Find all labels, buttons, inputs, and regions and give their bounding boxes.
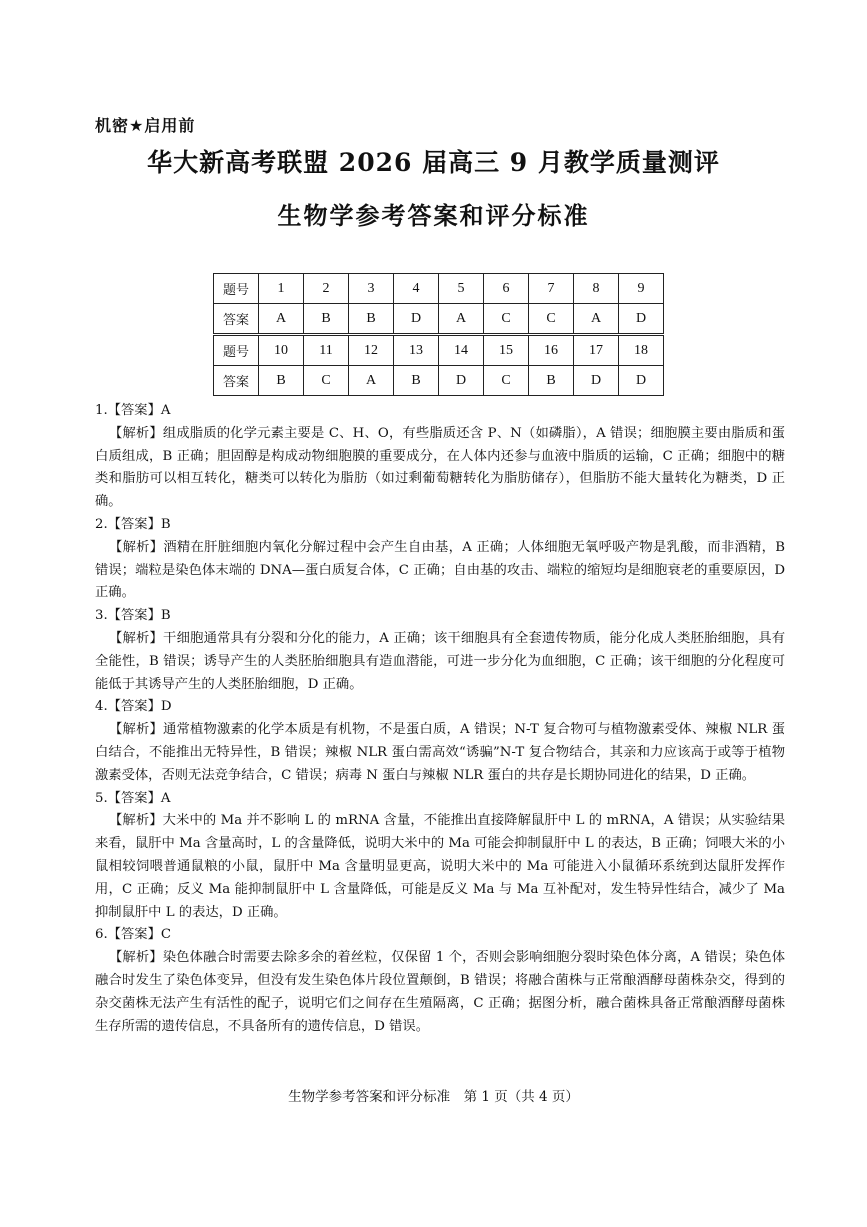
table-cell: A: [439, 304, 484, 335]
answer-line: 5.【答案】A: [95, 790, 171, 806]
answer-line: 4.【答案】D: [95, 699, 172, 715]
answer-line: 2.【答案】B: [95, 516, 171, 532]
table-cell: 15: [484, 335, 529, 366]
table-cell: D: [439, 366, 484, 396]
table-cell: B: [304, 304, 349, 335]
question-block-3: [95, 605, 785, 696]
table-cell: 12: [349, 335, 394, 366]
table-cell: C: [529, 304, 574, 335]
table-cell: 10: [259, 335, 304, 366]
answer-table: [213, 273, 664, 396]
table-cell: C: [304, 366, 349, 396]
row-label-answer: 答案: [214, 304, 259, 335]
row-label-question: 题号: [214, 274, 259, 304]
table-cell: C: [484, 304, 529, 335]
explanation-text: 【解析】染色体融合时需要去除多余的着丝粒，仅保留 1 个，否则会影响细胞分裂时染色体分离，A 错误；染色体融合时发生了染色体变异，但没有发生染色体片段位置颠倒，B 错误；将融合菌株与正常酿酒酵母菌株杂交，得到的杂交菌株无法产生有活性的配子，说明它们之间存在生殖隔离，C 正确；据图分析，融合菌株具备正常酿酒酵母菌株生存所需的遗传信息，不具备所有的遗传信息，D 错误。: [95, 950, 785, 1034]
table-cell: D: [394, 304, 439, 335]
question-block-5: [95, 788, 785, 925]
table-cell: C: [484, 366, 529, 396]
answer-line: 6.【答案】C: [95, 927, 172, 943]
table-cell: 3: [349, 274, 394, 304]
table-cell: A: [349, 366, 394, 396]
row-label-question: 题号: [214, 335, 259, 366]
table-cell: D: [619, 366, 664, 396]
table-cell: 2: [304, 274, 349, 304]
answer-line: 3.【答案】B: [95, 608, 171, 624]
table-cell: 6: [484, 274, 529, 304]
question-block-4: [95, 696, 785, 787]
table-cell: D: [619, 304, 664, 335]
table-cell: 17: [574, 335, 619, 366]
explanation-text: 【解析】干细胞通常具有分裂和分化的能力，A 正确；该干细胞具有全套遗传物质，能分化成人类胚胎细胞，具有全能性，B 错误；诱导产生的人类胚胎细胞具有造血潜能，可进一步分化为血细胞，C 正确；该干细胞的分化程度可能低于其诱导产生的人类胚胎细胞，D 正确。: [95, 630, 785, 692]
table-cell: A: [574, 304, 619, 335]
explanation-text: 【解析】组成脂质的化学元素主要是 C、H、O，有些脂质还含 P、N（如磷脂），A 错误；细胞膜主要由脂质和蛋白质组成，B 正确；胆固醇是构成动物细胞膜的重要成分，在人体内还参与血液中脂质的运输，C 正确；细胞中的糖类和脂肪可以相互转化，糖类可以转化为脂肪（如过剩葡萄糖转化为脂肪储存），但脂肪不能大量转化为糖类，D 正确。: [95, 425, 785, 510]
page-footer: 生物学参考答案和评分标准 第 1 页（共 4 页）: [288, 1089, 579, 1105]
table-cell: 5: [439, 274, 484, 304]
exam-title: 华大新高考联盟 2026 届高三 9 月教学质量测评: [147, 148, 720, 177]
table-cell: 14: [439, 335, 484, 366]
table-cell: B: [259, 366, 304, 396]
table-row-question-numbers-2: [214, 335, 664, 366]
table-cell: 9: [619, 274, 664, 304]
table-cell: 1: [259, 274, 304, 304]
row-label-answer: 答案: [214, 366, 259, 396]
table-cell: B: [394, 366, 439, 396]
explanations-section: [95, 400, 785, 1038]
table-cell: 16: [529, 335, 574, 366]
table-cell: B: [529, 366, 574, 396]
explanation-text: 【解析】大米中的 Ma 并不影响 L 的 mRNA 含量，不能推出直接降解鼠肝中 L 的 mRNA，A 错误；从实验结果来看，鼠肝中 Ma 含量高时，L 的含量降低，说明大米中的 Ma 可能会抑制鼠肝中 L 的表达，B 正确；饲喂大米的小鼠相较饲喂普通鼠粮的小鼠，鼠肝中 Ma 含量明显更高，说明大米中的 Ma 可能进入小鼠循环系统到达鼠肝发挥作用，C 正确；反义 Ma 能抑制鼠肝中 L 含量降低，可能是反义 Ma 与 Ma 互补配对，发生特异性结合，减少了 Ma 抑制鼠肝中 L 的表达，D 正确。: [95, 813, 785, 920]
table-cell: 4: [394, 274, 439, 304]
question-block-2: [95, 514, 785, 605]
answer-line: 1.【答案】A: [95, 403, 171, 418]
table-cell: A: [259, 304, 304, 335]
explanation-text: 【解析】通常植物激素的化学本质是有机物，不是蛋白质，A 错误；N-T 复合物可与植物激素受体、辣椒 NLR 蛋白结合，不能推出无特异性，B 错误；辣椒 NLR 蛋白需高效“诱骗”N-T 复合物结合，其亲和力应该高于或等于植物激素受体，否则无法竞争结合，C 错误；病毒 N 蛋白与辣椒 NLR 蛋白的共存是长期协同进化的结果，D 正确。: [95, 722, 785, 783]
table-cell: 13: [394, 335, 439, 366]
question-block-6: [95, 924, 785, 1038]
table-row-answers-1: [214, 304, 664, 335]
table-cell: B: [349, 304, 394, 335]
table-cell: D: [574, 366, 619, 396]
table-cell: 11: [304, 335, 349, 366]
table-row-answers-2: [214, 366, 664, 396]
table-row-question-numbers-1: [214, 274, 664, 304]
confidential-label: 机密★启用前: [95, 116, 196, 135]
question-block-1: [95, 400, 785, 514]
explanation-text: 【解析】酒精在肝脏细胞内氧化分解过程中会产生自由基，A 正确；人体细胞无氧呼吸产物是乳酸，而非酒精，B 错误；端粒是染色体末端的 DNA—蛋白质复合体，C 正确；自由基的攻击、端粒的缩短均是细胞衰老的重要原因，D 正确。: [95, 539, 785, 601]
table-cell: 7: [529, 274, 574, 304]
table-cell: 18: [619, 335, 664, 366]
document-subtitle: 生物学参考答案和评分标准: [277, 202, 590, 230]
table-cell: 8: [574, 274, 619, 304]
